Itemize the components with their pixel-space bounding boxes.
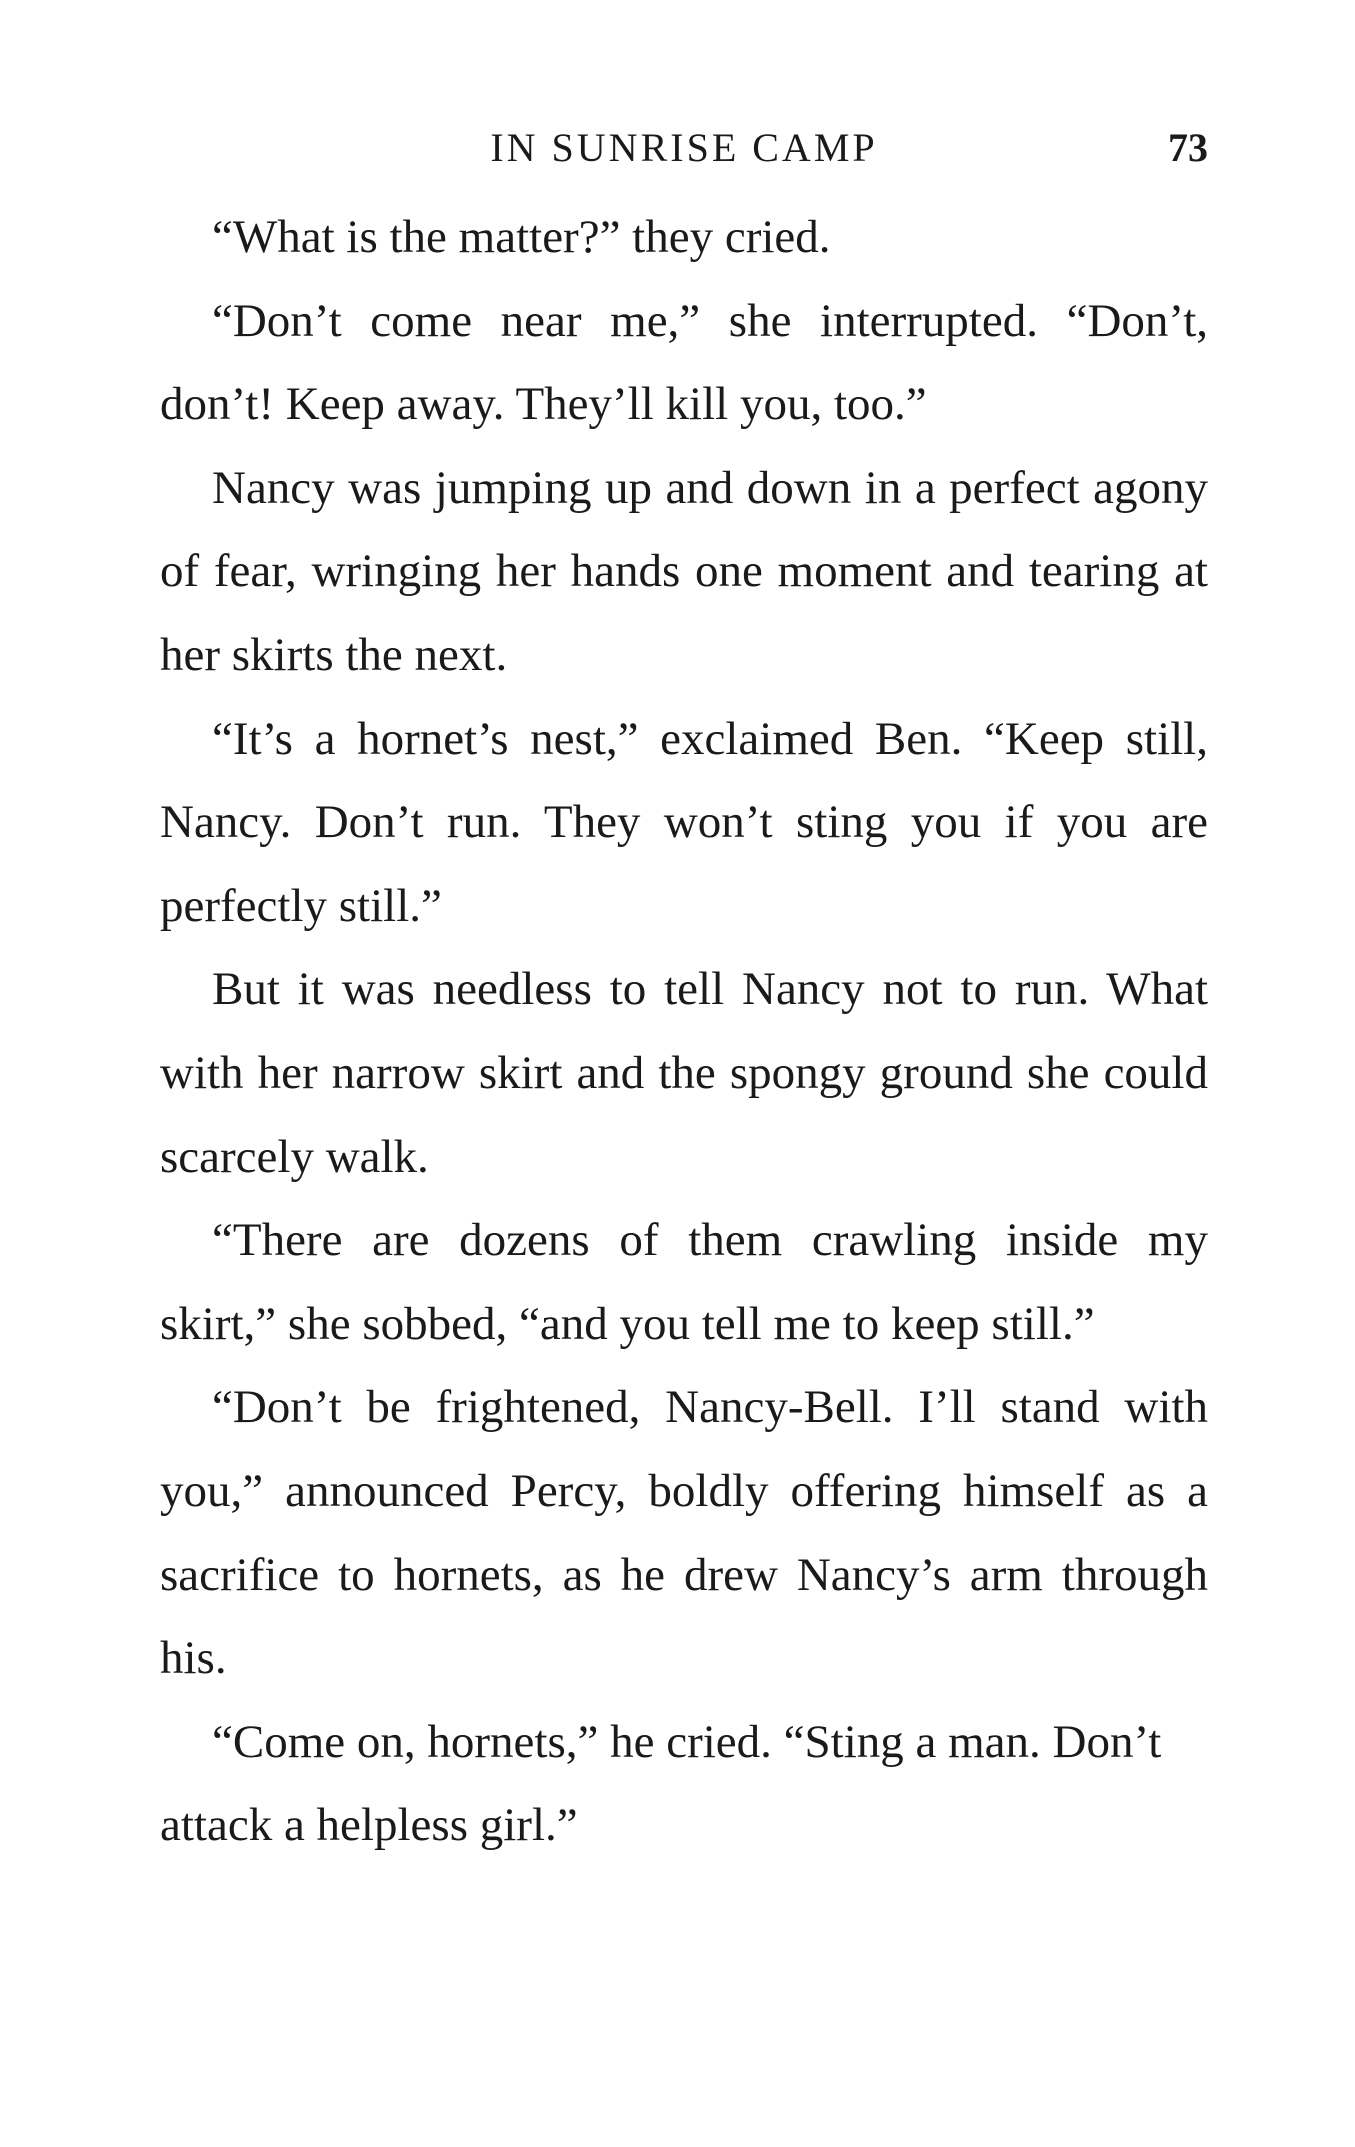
paragraph: “Don’t come near me,” she interrupted. “Don’t, don’t! Keep away. They’ll kill you, too.” [160,294,1208,431]
paragraph: Nancy was jumping up and down in a perfect agony of fear, wringing her hands one moment and tearing at her skirts the next. [160,461,1208,681]
running-head [160,118,1208,178]
paragraph: But it was needless to tell Nancy not to run. What with her narrow skirt and the spongy ground she could scarcely walk. [160,963,1208,1183]
paragraph: “Come on, hornets,” he cried. “Sting a man. Don’t attack a helpless girl.” [160,1715,1162,1852]
page-number: 73 [1168,125,1208,170]
paragraph: “What is the matter?” they cried. [212,211,831,263]
running-title: IN SUNRISE CAMP [490,125,878,170]
body-text [160,196,1208,1868]
paragraph: “It’s a hornet’s nest,” exclaimed Ben. “Keep still, Nancy. Don’t run. They won’t sting you if you are perfectly still.” [160,712,1208,932]
paragraph: “Don’t be frightened, Nancy-Bell. I’ll stand with you,” announced Percy, boldly offering himself as a sacrifice to hornets, as he drew Nancy’s arm through his. [160,1381,1208,1685]
paragraph: “There are dozens of them crawling inside my skirt,” she sobbed, “and you tell me to keep still.” [160,1214,1208,1350]
